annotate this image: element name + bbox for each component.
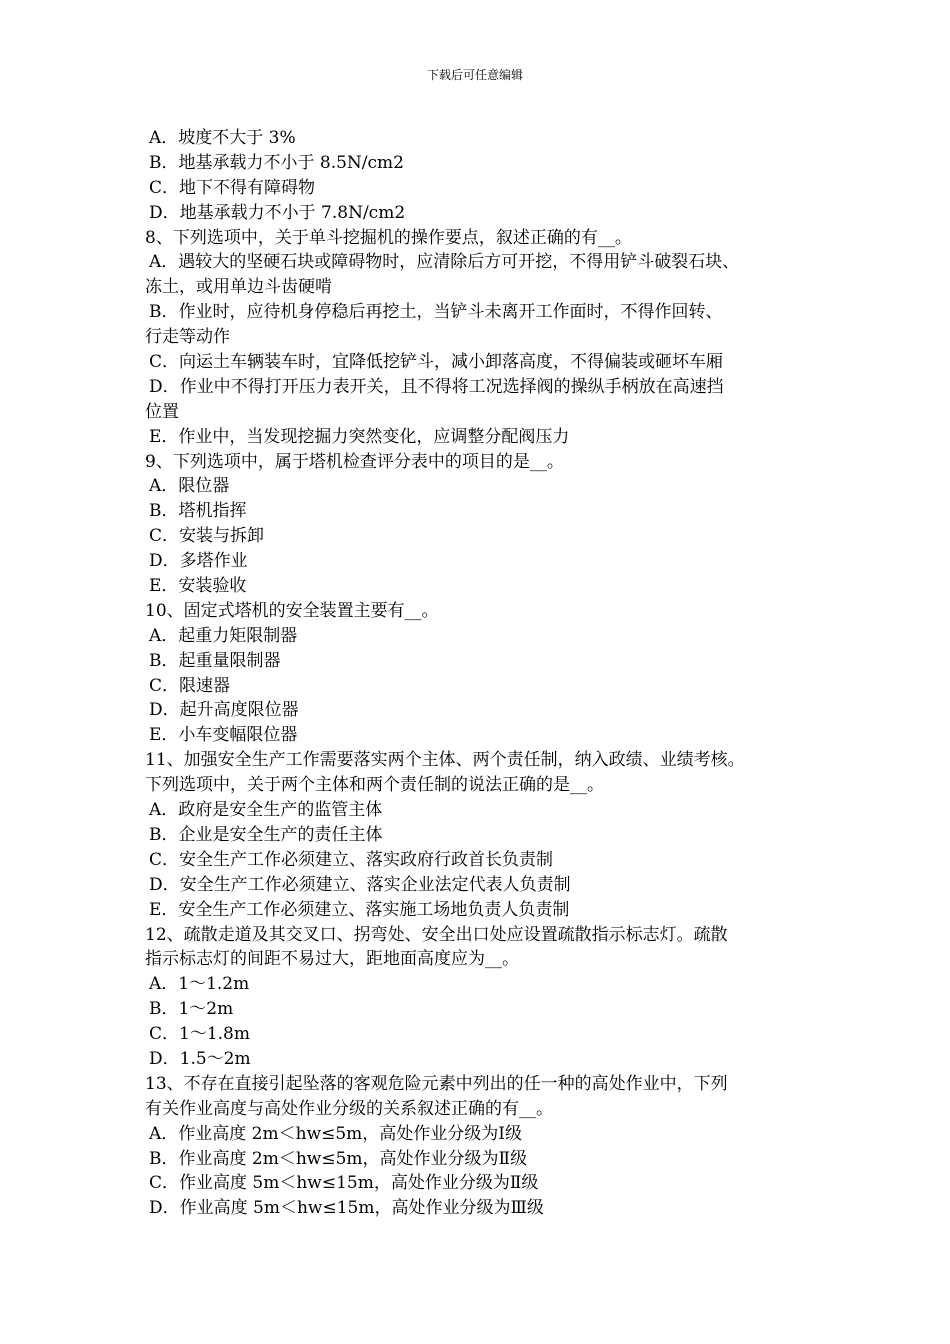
question-text: 指示标志灯的间距不易过大，距地面高度应为__。 — [145, 949, 519, 970]
answer-option: A．作业高度 2m＜hw≤5m，高处作业分级为Ⅰ级 — [149, 1123, 523, 1144]
answer-option: C．安装与拆卸 — [149, 526, 265, 547]
answer-option: A．1～1.2m — [149, 974, 250, 995]
document-body — [145, 126, 825, 1221]
answer-option: C．限速器 — [149, 675, 231, 696]
question-text: 12、疏散走道及其交叉口、拐弯处、安全出口处应设置疏散指示标志灯。疏散 — [145, 924, 728, 945]
question-text: 冻土，或用单边斗齿硬啃 — [145, 277, 332, 298]
answer-option: E．安全生产工作必须建立、落实施工场地负责人负责制 — [149, 899, 570, 920]
answer-option: E．作业中，当发现挖掘力突然变化，应调整分配阀压力 — [149, 426, 570, 447]
answer-option: B．起重量限制器 — [149, 650, 281, 671]
question-text: 11、加强安全生产工作需要落实两个主体、两个责任制，纳入政绩、业绩考核。 — [145, 750, 745, 771]
answer-option: B．1～2m — [149, 999, 234, 1020]
question-text: 位置 — [145, 401, 179, 422]
answer-option: D．起升高度限位器 — [149, 700, 299, 721]
question-text: 有关作业高度与高处作业分级的关系叙述正确的有__。 — [145, 1098, 553, 1119]
answer-option: D．多塔作业 — [149, 551, 248, 572]
answer-option: C．地下不得有障碍物 — [149, 177, 316, 198]
answer-option: C．作业高度 5m＜hw≤15m，高处作业分级为Ⅱ级 — [149, 1173, 539, 1194]
answer-option: A．政府是安全生产的监管主体 — [149, 800, 383, 821]
answer-option: D．安全生产工作必须建立、落实企业法定代表人负责制 — [149, 874, 571, 895]
answer-option: B．作业时，应待机身停稳后再挖土，当铲斗未离开工作面时，不得作回转、 — [149, 302, 723, 323]
answer-option: C．向运土车辆装车时，宜降低挖铲斗，减小卸落高度，不得偏装或砸坏车厢 — [149, 352, 724, 373]
answer-option: A．遇较大的坚硬石块或障碍物时，应清除后方可开挖，不得用铲斗破裂石块、 — [149, 252, 740, 273]
answer-option: D．1.5～2m — [149, 1048, 251, 1069]
answer-option: A．起重力矩限制器 — [149, 625, 298, 646]
answer-option: E．安装验收 — [149, 576, 247, 597]
answer-option: B．作业高度 2m＜hw≤5m，高处作业分级为Ⅱ级 — [149, 1148, 528, 1169]
question-text: 13、不存在直接引起坠落的客观危险元素中列出的任一种的高处作业中，下列 — [145, 1073, 728, 1094]
answer-option: E．小车变幅限位器 — [149, 725, 298, 746]
question-text: 8、下列选项中，关于单斗挖掘机的操作要点，叙述正确的有__。 — [145, 227, 632, 248]
answer-option: D．作业中不得打开压力表开关，且不得将工况选择阀的操纵手柄放在高速挡 — [149, 376, 724, 397]
answer-option: A．坡度不大于 3% — [149, 128, 296, 148]
answer-option: C．安全生产工作必须建立、落实政府行政首长负责制 — [149, 849, 554, 870]
answer-option: B．地基承载力不小于 8.5N/cm2 — [149, 152, 404, 173]
question-text: 下列选项中，关于两个主体和两个责任制的说法正确的是__。 — [145, 775, 604, 796]
answer-option: D．地基承载力不小于 7.8N/cm2 — [149, 202, 406, 223]
answer-option: D．作业高度 5m＜hw≤15m，高处作业分级为Ⅲ级 — [149, 1198, 544, 1219]
answer-option: B．企业是安全生产的责任主体 — [149, 824, 383, 845]
question-text: 行走等动作 — [145, 327, 230, 348]
question-text: 10、固定式塔机的安全装置主要有__。 — [145, 600, 439, 621]
page-header: 下载后可任意编辑 — [426, 68, 523, 82]
answer-option: A．限位器 — [149, 476, 230, 497]
question-text: 9、下列选项中，属于塔机检查评分表中的项目的是__。 — [145, 451, 564, 472]
answer-option: C．1～1.8m — [149, 1024, 250, 1045]
answer-option: B．塔机指挥 — [149, 501, 247, 522]
